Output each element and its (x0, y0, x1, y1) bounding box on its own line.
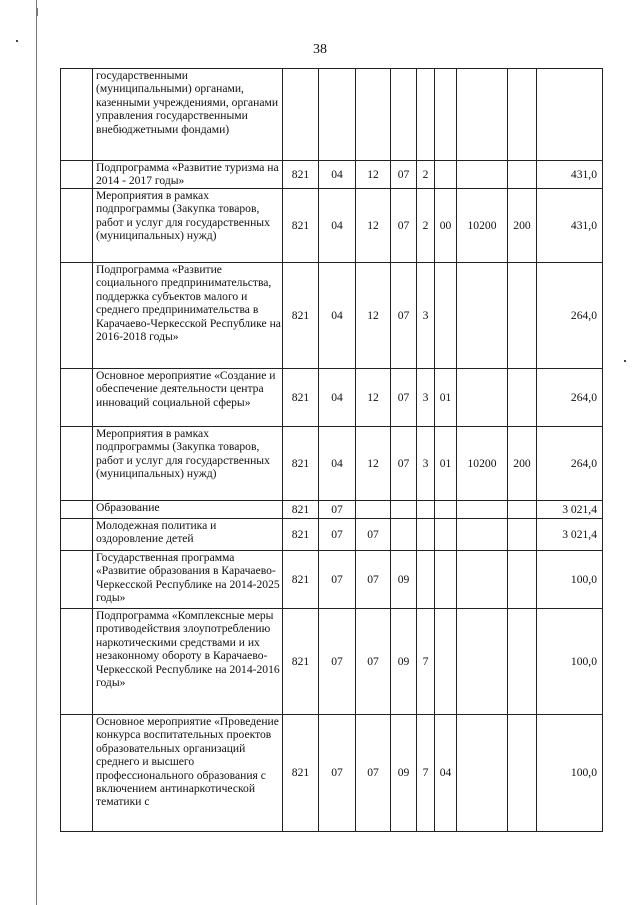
program-code: 07 (391, 369, 417, 427)
amount: 100,0 (537, 715, 603, 832)
ministry-code: 821 (283, 189, 319, 263)
subsection-code: 12 (356, 263, 391, 369)
expense-type-code (508, 519, 537, 551)
amount: 264,0 (537, 369, 603, 427)
row-margin-cell (61, 69, 93, 161)
program-code: 07 (391, 263, 417, 369)
section-code: 07 (319, 519, 356, 551)
table-row (61, 189, 603, 263)
event-code (435, 501, 457, 519)
direction-code: 10200 (457, 427, 508, 501)
amount: 431,0 (537, 161, 603, 189)
row-name: Основное мероприятие «Проведение конкурса воспитательных проектов образовательных организаций среднего и высшего профессионального образования с включением антинаркотической тематики с (93, 715, 283, 832)
amount: 264,0 (537, 263, 603, 369)
row-margin-cell (61, 427, 93, 501)
subsection-code (356, 69, 391, 161)
scan-artifact-dot (16, 40, 18, 42)
table-row (61, 369, 603, 427)
direction-code (457, 501, 508, 519)
section-code: 04 (319, 263, 356, 369)
row-name: Образование (93, 501, 283, 519)
subprogram-code (417, 69, 435, 161)
ministry-code: 821 (283, 427, 319, 501)
amount: 431,0 (537, 189, 603, 263)
expense-type-code (508, 551, 537, 609)
row-margin-cell (61, 369, 93, 427)
budget-table (60, 68, 603, 832)
expense-type-code (508, 715, 537, 832)
direction-code (457, 519, 508, 551)
row-margin-cell (61, 189, 93, 263)
table-row (61, 69, 603, 161)
table-row (61, 263, 603, 369)
amount: 3 021,4 (537, 501, 603, 519)
event-code (435, 263, 457, 369)
ministry-code: 821 (283, 161, 319, 189)
row-name: государственными (муниципальными) органами, казенными учреждениями, органами управления государственными внебюджетными фондами) (93, 69, 283, 161)
ministry-code (283, 69, 319, 161)
program-code (391, 69, 417, 161)
row-name: Подпрограмма «Развитие социального предпринимательства, поддержка субъектов малого и среднего предпринимательства в Карачаево-Черкесской Республике на 2016-2018 годы» (93, 263, 283, 369)
scan-artifact-left-line (36, 0, 37, 905)
subsection-code: 07 (356, 519, 391, 551)
direction-code: 10200 (457, 189, 508, 263)
event-code: 01 (435, 427, 457, 501)
row-margin-cell (61, 501, 93, 519)
subprogram-code (417, 551, 435, 609)
subprogram-code (417, 519, 435, 551)
direction-code (457, 609, 508, 715)
row-name: Молодежная политика и оздоровление детей (93, 519, 283, 551)
subprogram-code: 3 (417, 263, 435, 369)
row-margin-cell (61, 609, 93, 715)
amount: 264,0 (537, 427, 603, 501)
row-name: Государственная программа «Развитие образования в Карачаево-Черкесской Республике на 2014-2025 годы» (93, 551, 283, 609)
event-code (435, 519, 457, 551)
subsection-code: 07 (356, 609, 391, 715)
program-code: 09 (391, 715, 417, 832)
subsection-code: 12 (356, 189, 391, 263)
scan-artifact-top-line (36, 8, 38, 16)
direction-code (457, 161, 508, 189)
row-name: Подпрограмма «Комплексные меры противодействия злоупотреблению наркотическими средствами и их незаконному обороту в Карачаево-Черкесской Республике на 2014-2016 годы» (93, 609, 283, 715)
page-number: 38 (313, 42, 327, 57)
amount (537, 69, 603, 161)
ministry-code: 821 (283, 519, 319, 551)
section-code: 04 (319, 161, 356, 189)
row-name: Мероприятия в рамках подпрограммы (Закупка товаров, работ и услуг для государственных (муниципальных) нужд) (93, 189, 283, 263)
section-code: 07 (319, 715, 356, 832)
subsection-code: 12 (356, 369, 391, 427)
ministry-code: 821 (283, 715, 319, 832)
amount: 3 021,4 (537, 519, 603, 551)
direction-code (457, 551, 508, 609)
direction-code (457, 369, 508, 427)
event-code (435, 551, 457, 609)
section-code: 07 (319, 501, 356, 519)
scan-artifact-dot (624, 360, 626, 362)
subprogram-code: 3 (417, 427, 435, 501)
expense-type-code (508, 161, 537, 189)
row-margin-cell (61, 715, 93, 832)
event-code (435, 69, 457, 161)
section-code: 04 (319, 189, 356, 263)
direction-code (457, 69, 508, 161)
program-code (391, 519, 417, 551)
subprogram-code: 3 (417, 369, 435, 427)
table-row (61, 519, 603, 551)
expense-type-code: 200 (508, 189, 537, 263)
ministry-code: 821 (283, 551, 319, 609)
expense-type-code (508, 369, 537, 427)
table-row (61, 609, 603, 715)
subsection-code: 12 (356, 427, 391, 501)
ministry-code: 821 (283, 609, 319, 715)
row-name: Основное мероприятие «Создание и обеспечение деятельности центра инноваций социальной сферы» (93, 369, 283, 427)
subprogram-code (417, 501, 435, 519)
direction-code (457, 263, 508, 369)
expense-type-code (508, 501, 537, 519)
subprogram-code: 2 (417, 161, 435, 189)
subsection-code: 07 (356, 551, 391, 609)
subsection-code: 12 (356, 161, 391, 189)
table-row (61, 715, 603, 832)
row-margin-cell (61, 161, 93, 189)
section-code: 07 (319, 609, 356, 715)
expense-type-code: 200 (508, 427, 537, 501)
row-margin-cell (61, 263, 93, 369)
table-row (61, 427, 603, 501)
ministry-code: 821 (283, 263, 319, 369)
direction-code (457, 715, 508, 832)
event-code (435, 609, 457, 715)
subsection-code: 07 (356, 715, 391, 832)
event-code (435, 161, 457, 189)
subsection-code (356, 501, 391, 519)
program-code: 07 (391, 161, 417, 189)
subprogram-code: 2 (417, 189, 435, 263)
program-code: 07 (391, 189, 417, 263)
program-code: 09 (391, 609, 417, 715)
program-code: 07 (391, 427, 417, 501)
row-margin-cell (61, 551, 93, 609)
ministry-code: 821 (283, 501, 319, 519)
expense-type-code (508, 263, 537, 369)
event-code: 04 (435, 715, 457, 832)
table-row (61, 161, 603, 189)
ministry-code: 821 (283, 369, 319, 427)
section-code: 07 (319, 551, 356, 609)
event-code: 01 (435, 369, 457, 427)
event-code: 00 (435, 189, 457, 263)
program-code (391, 501, 417, 519)
row-margin-cell (61, 519, 93, 551)
table-row (61, 551, 603, 609)
subprogram-code: 7 (417, 715, 435, 832)
row-name: Мероприятия в рамках подпрограммы (Закупка товаров, работ и услуг для государственных (муниципальных) нужд) (93, 427, 283, 501)
expense-type-code (508, 609, 537, 715)
amount: 100,0 (537, 551, 603, 609)
subprogram-code: 7 (417, 609, 435, 715)
section-code (319, 69, 356, 161)
section-code: 04 (319, 369, 356, 427)
section-code: 04 (319, 427, 356, 501)
table-row (61, 501, 603, 519)
row-name: Подпрограмма «Развитие туризма на 2014 - 2017 годы» (93, 161, 283, 189)
amount: 100,0 (537, 609, 603, 715)
program-code: 09 (391, 551, 417, 609)
expense-type-code (508, 69, 537, 161)
